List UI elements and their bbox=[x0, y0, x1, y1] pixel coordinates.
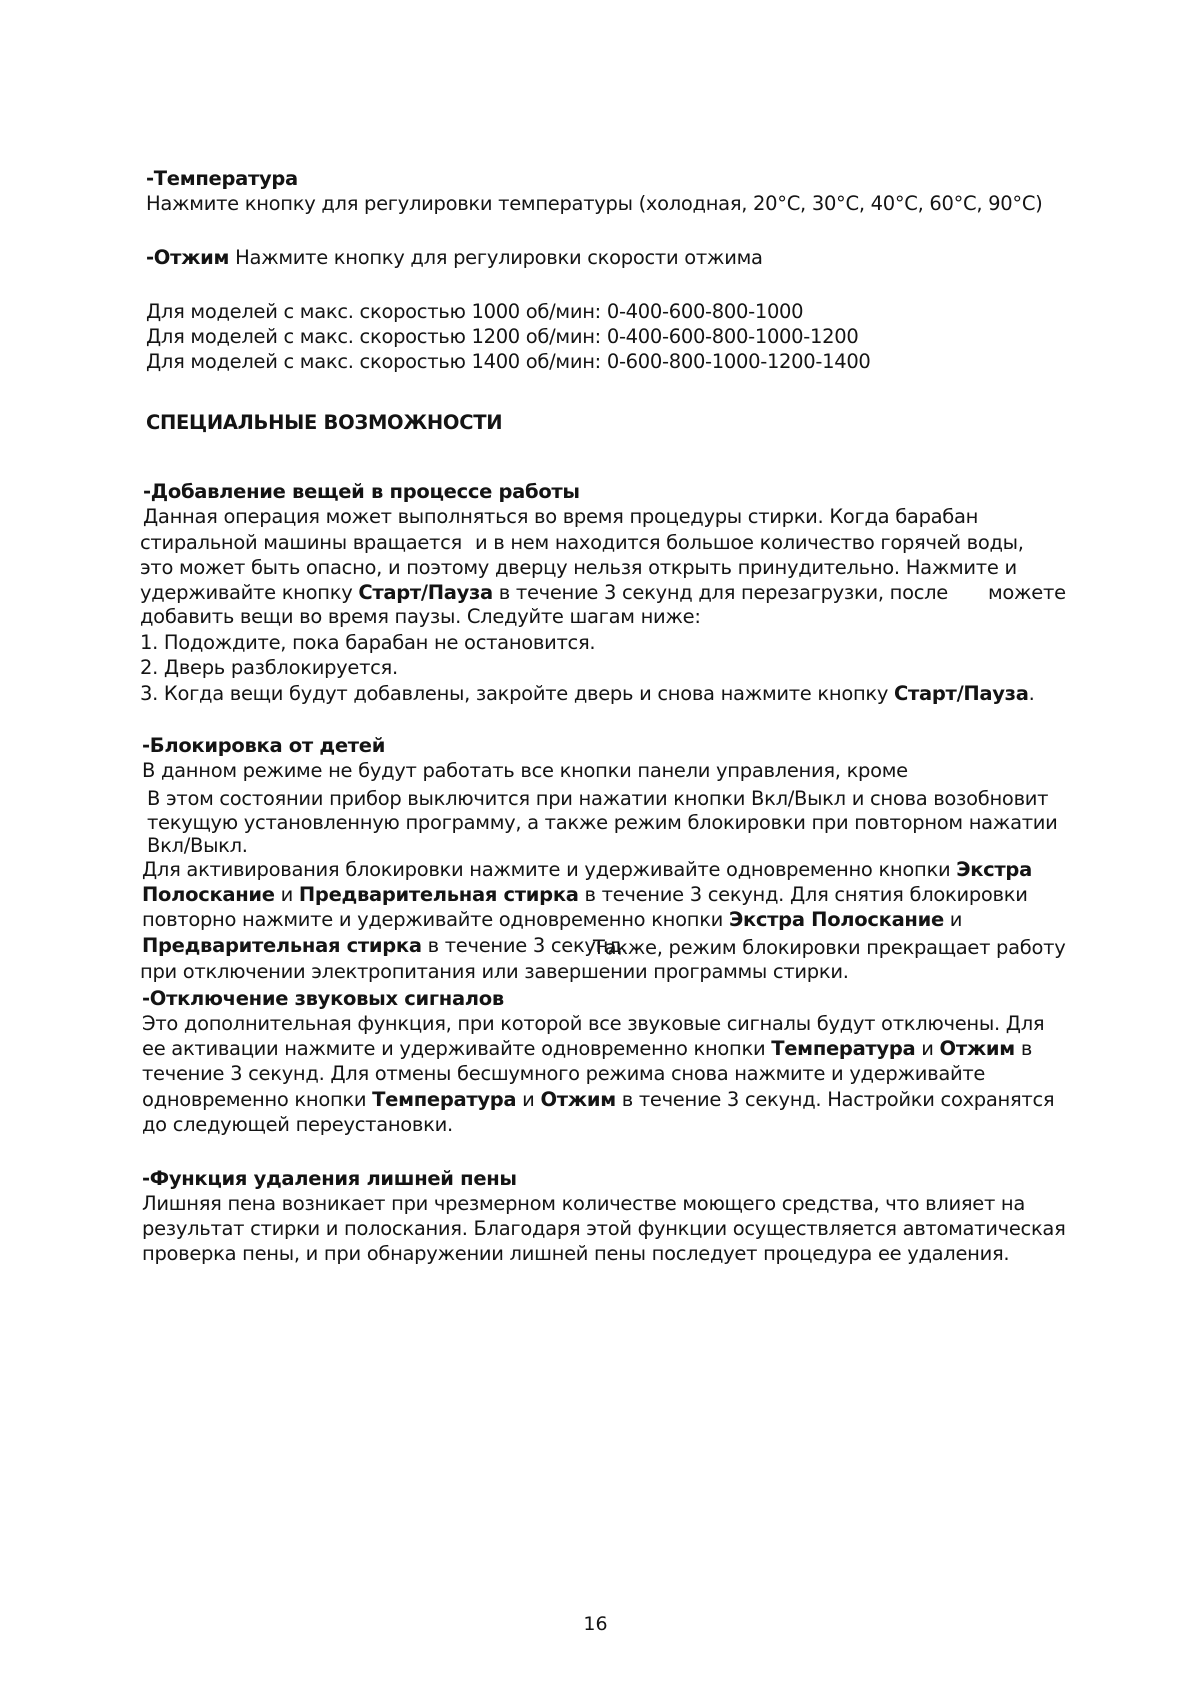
start-pause-label: Старт/Пауза bbox=[894, 682, 1029, 705]
foam-line: проверка пены, и при обнаружении лишней пены последует процедура ее удаления. bbox=[142, 1242, 1010, 1265]
section-title: СПЕЦИАЛЬНЫЕ ВОЗМОЖНОСТИ bbox=[146, 411, 503, 434]
child-lock-line: Вкл/Выкл. bbox=[147, 834, 248, 857]
sound-off-line: ее активации нажмите и удерживайте одновременно кнопки Температура и Отжим в bbox=[142, 1037, 1033, 1060]
child-lock-line: повторно нажмите и удерживайте одновременно кнопки Экстра Полоскание и bbox=[142, 908, 963, 931]
start-pause-label: Старт/Пауза bbox=[358, 581, 493, 604]
step-item: 1. Подождите, пока барабан не остановится. bbox=[140, 631, 596, 654]
child-lock-heading: -Блокировка от детей bbox=[142, 734, 386, 757]
add-items-line: это может быть опасно, и поэтому дверцу нельзя открыть принудительно. Нажмите и bbox=[140, 556, 1017, 579]
child-lock-line: Также, режим блокировки прекращает работу bbox=[593, 936, 1066, 959]
sound-off-line: течение 3 секунд. Для отмены бесшумного режима снова нажмите и удерживайте bbox=[142, 1062, 986, 1085]
spin-model-line: Для моделей с макс. скоростью 1400 об/мин: 0-600-800-1000-1200-1400 bbox=[146, 350, 871, 373]
child-lock-line: Полоскание и Предварительная стирка в течение 3 секунд. Для снятия блокировки bbox=[142, 883, 1028, 906]
add-items-line: и в нем находится большое количество горячей воды, bbox=[475, 531, 1024, 554]
spin-heading: -Отжим bbox=[146, 246, 230, 269]
add-items-line: удерживайте кнопку Старт/Пауза в течение 3 секунд для перезагрузки, после bbox=[140, 581, 949, 604]
temperature-heading: -Температура bbox=[146, 167, 298, 190]
spin-model-line: Для моделей с макс. скоростью 1000 об/мин: 0-400-600-800-1000 bbox=[146, 300, 804, 323]
child-lock-line: при отключении электропитания или завершении программы стирки. bbox=[140, 960, 849, 983]
add-items-line: можете bbox=[988, 581, 1066, 604]
sound-off-line: одновременно кнопки Температура и Отжим в течение 3 секунд. Настройки сохранятся bbox=[142, 1088, 1055, 1111]
sound-off-heading: -Отключение звуковых сигналов bbox=[142, 987, 504, 1010]
foam-line: Лишняя пена возникает при чрезмерном количестве моющего средства, что влияет на bbox=[142, 1192, 1026, 1215]
child-lock-line: текущую установленную программу, а также режим блокировки при повторном нажатии bbox=[147, 811, 1058, 834]
child-lock-line: Предварительная стирка в течение 3 секунд. bbox=[142, 934, 628, 957]
child-lock-line: В данном режиме не будут работать все кнопки панели управления, кроме bbox=[142, 759, 908, 782]
spin-text: Нажмите кнопку для регулировки скорости отжима bbox=[229, 246, 763, 269]
foam-line: результат стирки и полоскания. Благодаря этой функции осуществляется автоматическая bbox=[142, 1217, 1066, 1240]
add-items-line: Данная операция может выполняться во время процедуры стирки. Когда барабан bbox=[143, 505, 979, 528]
sound-off-line: Это дополнительная функция, при которой все звуковые сигналы будут отключены. Для bbox=[142, 1012, 1045, 1035]
step-item: 3. Когда вещи будут добавлены, закройте дверь и снова нажмите кнопку Старт/Пауза. bbox=[140, 682, 1035, 705]
sound-off-line: до следующей переустановки. bbox=[142, 1113, 453, 1136]
temperature-text: Нажмите кнопку для регулировки температуры (холодная, 20°С, 30°С, 40°С, 60°С, 90°С) bbox=[146, 192, 1043, 215]
add-items-line: добавить вещи во время паузы. Следуйте шагам ниже: bbox=[140, 605, 701, 628]
foam-heading: -Функция удаления лишней пены bbox=[142, 1167, 517, 1190]
child-lock-line: В этом состоянии прибор выключится при нажатии кнопки Вкл/Выкл и снова возобновит bbox=[147, 787, 1049, 810]
add-items-heading: -Добавление вещей в процессе работы bbox=[143, 480, 580, 503]
step-item: 2. Дверь разблокируется. bbox=[140, 656, 398, 679]
page-number: 16 bbox=[583, 1613, 608, 1635]
spin-paragraph bbox=[146, 245, 763, 271]
add-items-line: стиральной машины вращается bbox=[140, 531, 462, 554]
child-lock-line: Для активирования блокировки нажмите и удерживайте одновременно кнопки Экстра bbox=[142, 858, 1032, 881]
spin-model-line: Для моделей с макс. скоростью 1200 об/мин: 0-400-600-800-1000-1200 bbox=[146, 325, 859, 348]
